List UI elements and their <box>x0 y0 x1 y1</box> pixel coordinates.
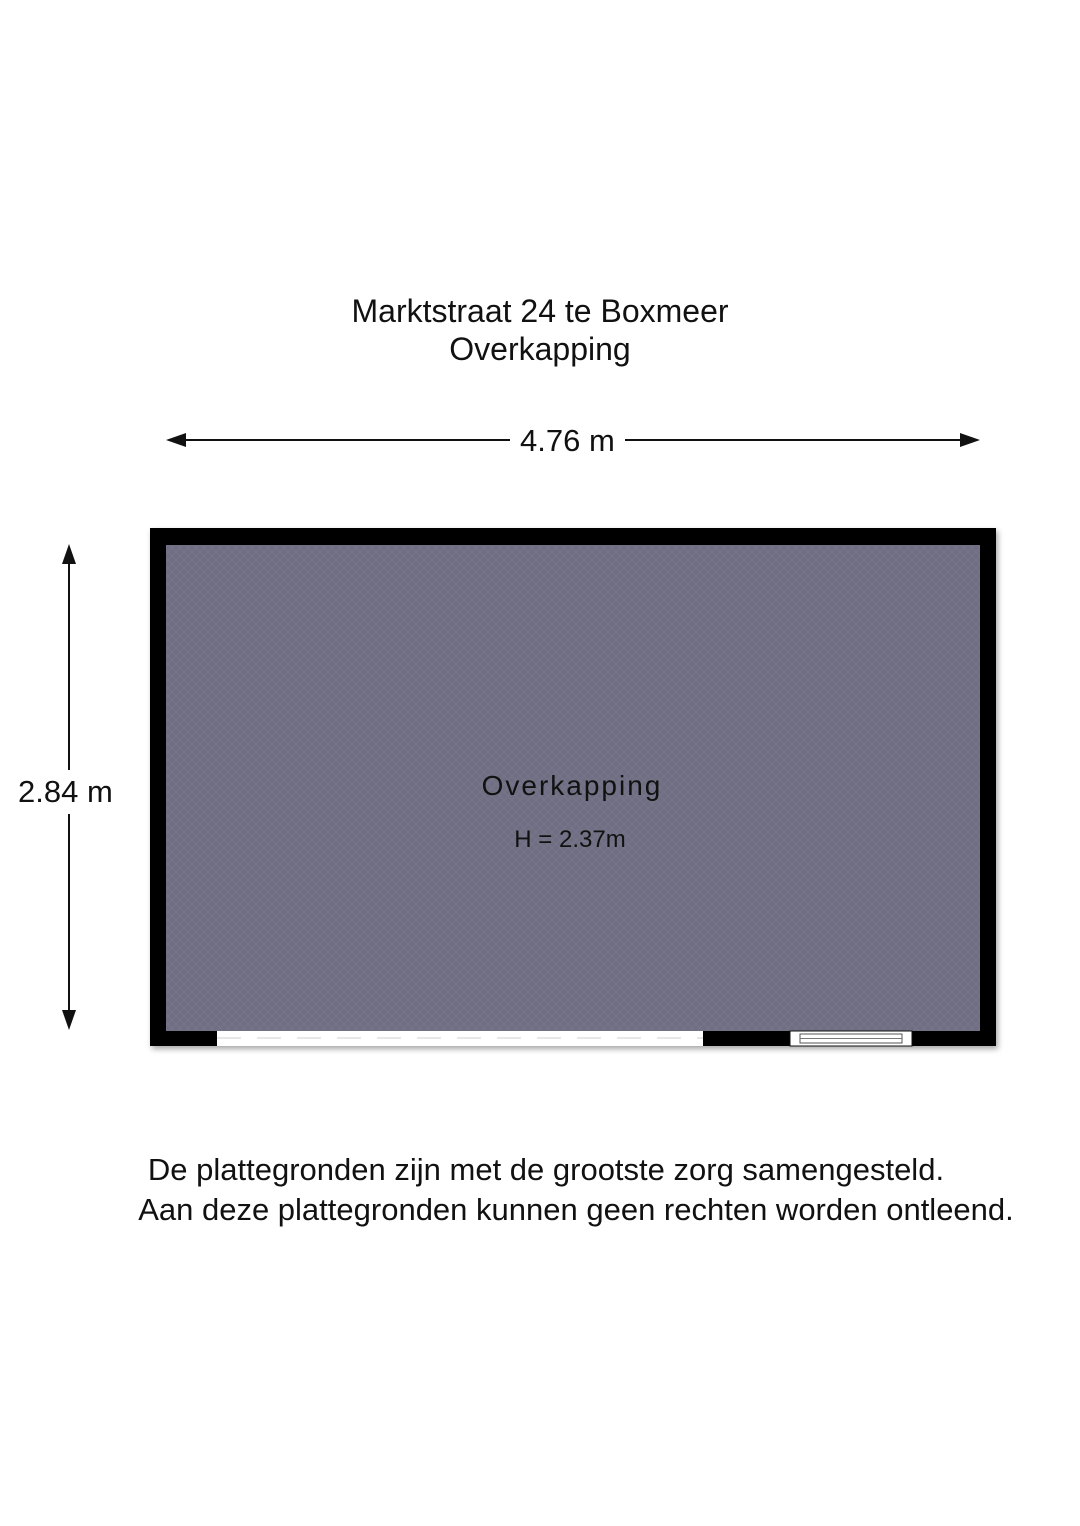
height-label: 2.84 m <box>14 770 117 814</box>
disclaimer-line-2: Aan deze plattegronden kunnen geen rechten worden ontleend. <box>138 1192 1014 1227</box>
room-name-label: Overkapping <box>481 770 663 801</box>
address-title: Marktstraat 24 te Boxmeer <box>351 293 729 329</box>
width-label: 4.76 m <box>510 423 625 459</box>
bottom-opening <box>217 1031 703 1046</box>
disclaimer-line-1: De plattegronden zijn met de grootste zorg samengesteld. <box>147 1152 945 1187</box>
floor-subtitle: Overkapping <box>449 331 631 367</box>
bottom-door <box>790 1031 912 1046</box>
disclaimer <box>0 1150 1080 1230</box>
room-height-label: H = 2.37m <box>514 826 626 853</box>
